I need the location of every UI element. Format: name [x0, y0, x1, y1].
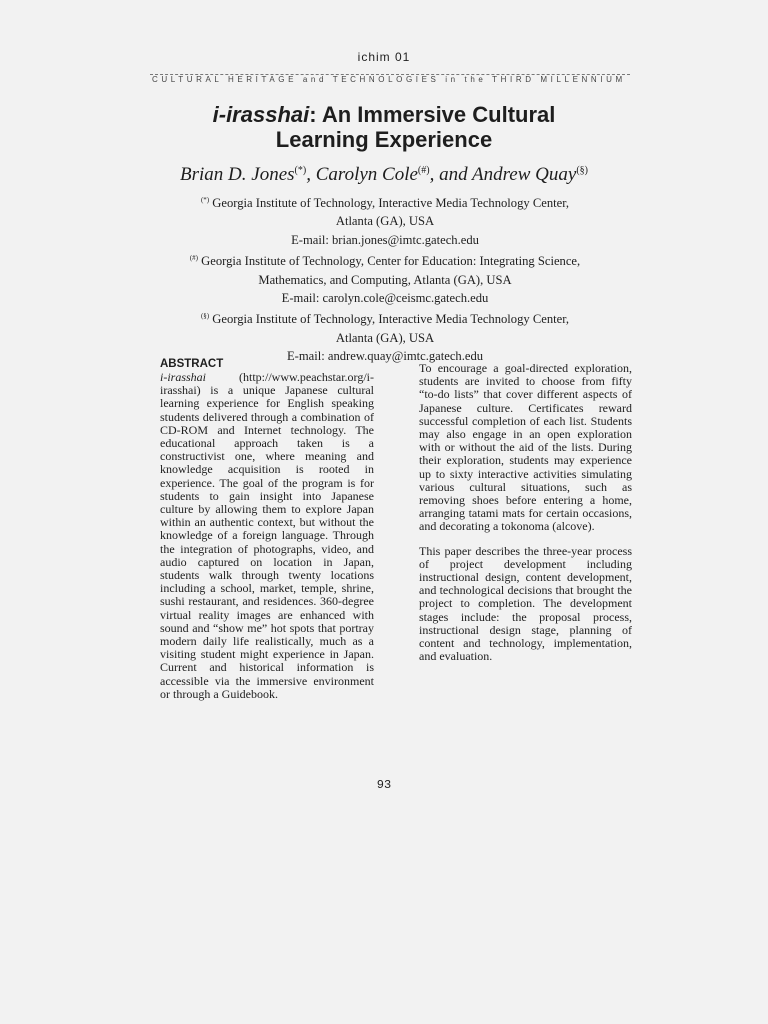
abstract-paragraph-1 — [160, 371, 374, 701]
author-2-mark: (#) — [417, 165, 430, 176]
affiliation-2 — [140, 249, 630, 307]
author-1: Brian D. Jones — [180, 164, 295, 185]
affiliation-2-email: E-mail: carolyn.cole@ceismc.gatech.edu — [281, 291, 489, 306]
abstract-heading: ABSTRACT — [160, 358, 224, 370]
affiliation-2-text: Georgia Institute of Technology, Center for Education: Integrating Science, — [201, 254, 581, 269]
author-list — [0, 164, 768, 186]
page-number: 93 — [376, 778, 392, 792]
affiliation-2-location: Mathematics, and Computing, Atlanta (GA), USA — [258, 272, 512, 287]
affiliation-3-email: E-mail: andrew.quay@imtc.gatech.edu — [286, 349, 484, 364]
affiliation-3-location: Atlanta (GA), USA — [335, 330, 435, 345]
author-3: , and Andrew Quay — [429, 164, 577, 185]
title-rest-line1: : An Immersive Cultural — [309, 102, 556, 127]
affiliation-1-email: E-mail: brian.jones@imtc.gatech.edu — [291, 232, 479, 247]
abstract-paragraph-3: This paper describes the three-year process of project development including instructional design, content development, and technological decisions that brought the project to completion. The development stages include: the proposal process, instructional design stage, planning of content and technology, implementation, and evaluation. — [419, 543, 632, 664]
author-3-mark: (§) — [576, 165, 588, 176]
affiliation-1-location: Atlanta (GA), USA — [335, 214, 435, 229]
affiliation-1-mark: (*) — [200, 196, 210, 204]
affiliation-1-text: Georgia Institute of Technology, Interactive Media Technology Center, — [212, 196, 570, 210]
abstract-column-right — [419, 362, 632, 663]
affiliation-2-mark: (#) — [189, 254, 198, 263]
title-italic: i-irasshai — [212, 102, 310, 127]
series-header: CULTURAL HERITAGE and TECHNOLOGIES in the THIRD MILLENNIUM — [152, 75, 626, 84]
paper-title — [0, 102, 768, 152]
author-1-mark: (*) — [294, 165, 307, 176]
author-2: , Carolyn Cole — [306, 164, 418, 185]
affiliation-3-mark: (§) — [200, 312, 210, 321]
abstract-paragraph-2: To encourage a goal-directed exploration, students are invited to choose from fifty “to-do lists” that cover different aspects of Japanese culture. Certificates reward successful completion of each list. Students may also engage in an open exploration with or without the aid of the lists. During their exploration, students may experience up to sixty interactive activities simulating various cultural situations, such as removing shoes before entering a home, arranging tatami mats for certain occasions, and decorating a tokonoma (alcove). — [419, 361, 632, 534]
affiliation-3-text: Georgia Institute of Technology, Interactive Media Technology Center, — [212, 312, 570, 327]
abstract-column-left — [160, 358, 374, 701]
affiliations — [140, 191, 630, 366]
abstract-lead-italic: i-irasshai — [160, 370, 207, 384]
abstract-body: (http://www.peachstar.org/i-irasshai) is a unique Japanese cultural learning experience for English speaking students delivered through a combination of CD-ROM and Internet technology. The educational approach taken is a constructivist one, where meaning and knowledge acquisition is rooted in experience. The goal of the program is for students to gain insight into Japanese culture by allowing them to explore Japan within an authentic context, but without the knowledge of a foreign language. Through the integration of photographs, video, and audio captured on location in Japan, students walk through twenty locations including a school, market, temple, shrine, sushi restaurant, and residences. 360-degree virtual reality images are enhanced with sound and “show me” hot spots that portray modern daily life realistically, much as a visiting student might experience in Japan. Current and historical information is accessible via the immersive environment or through a Guidebook. — [160, 370, 374, 701]
title-line2: Learning Experience — [275, 127, 493, 152]
conference-header: ichim 01 — [357, 50, 411, 64]
affiliation-1 — [140, 191, 630, 249]
affiliation-3 — [140, 307, 630, 365]
